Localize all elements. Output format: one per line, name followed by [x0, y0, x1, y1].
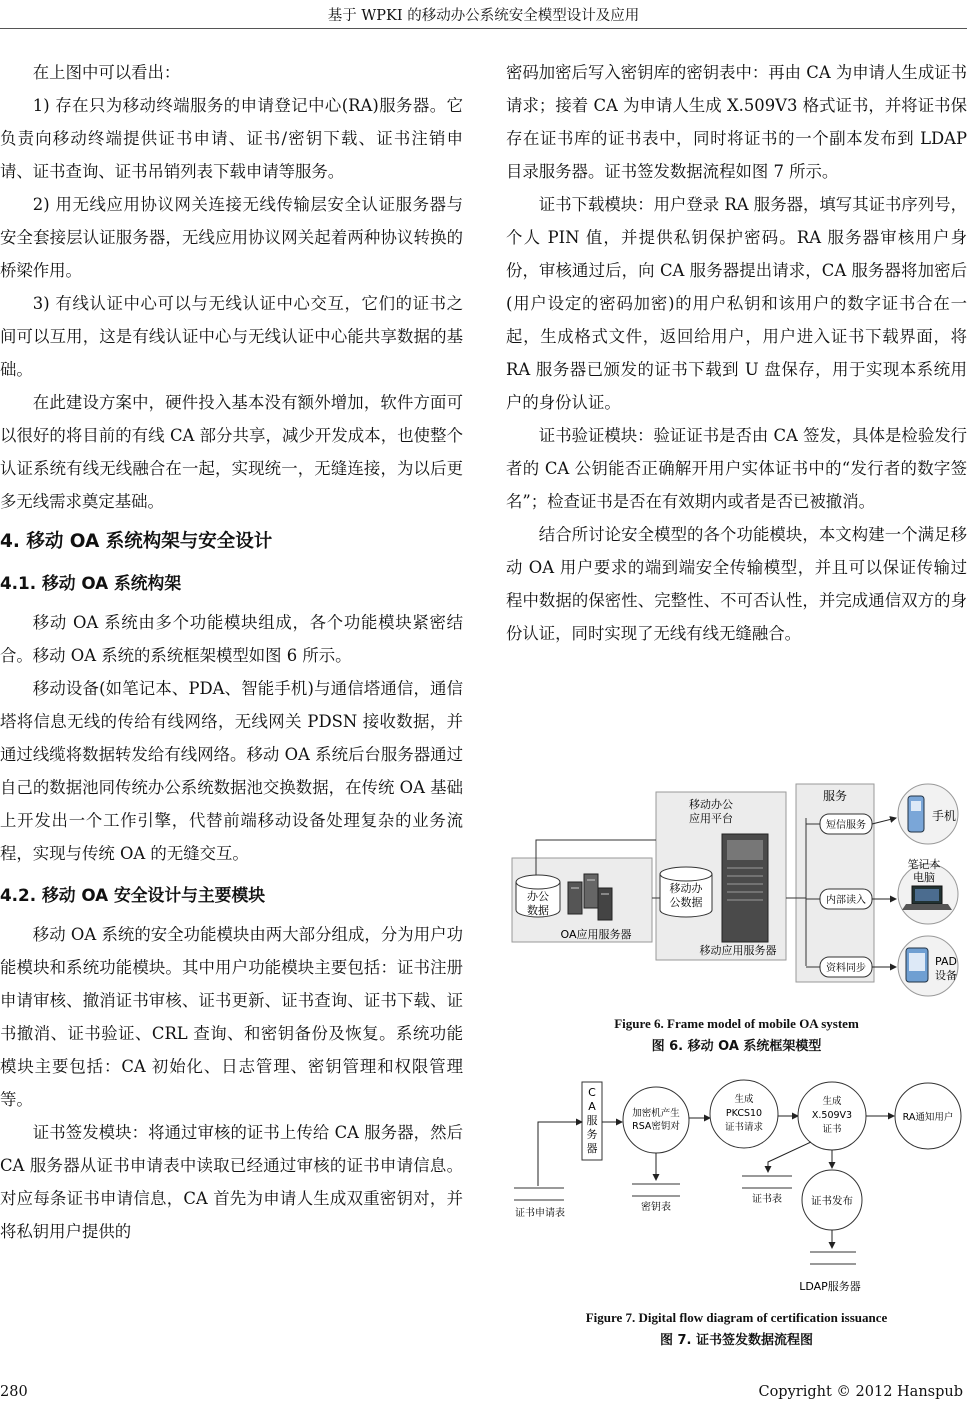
running-header: 基于 WPKI 的移动办公系统安全模型设计及应用: [327, 8, 640, 24]
device-laptop-label-2: 电脑: [913, 871, 935, 884]
subsection-heading: 4.2. 移动 OA 安全设计与主要模块: [0, 885, 266, 905]
node-keygen-label-2: RSA密钥对: [632, 1121, 680, 1132]
figure7-diagram: [506, 1072, 967, 1306]
node-ra-notify-label: RA通知用户: [902, 1112, 954, 1123]
right-column: [506, 56, 967, 650]
ca-char: 服: [586, 1114, 598, 1127]
paragraph: 移动 OA 系统的安全功能模块由两大部分组成，分为用户功能模块和系统功能模块。其中用户功能模块主要包括：证书注册申请审核、撤消证书审核、证书更新、证书查询、证书下载、证书撤消、证书验证、CRL 查询、和密钥备份及恢复。系统功能模块主要包括：CA 初始化、日志管理、密钥管理和权限管理等。: [0, 925, 463, 1109]
ca-char: 器: [586, 1142, 598, 1155]
paragraph: 3) 有线认证中心可以与无线认证中心交互，它们的证书之间可以互用，这是有线认证中心与无线认证中心能共享数据的基础。: [0, 294, 463, 379]
figure7-caption-zh: 图 7. 证书签发数据流程图: [659, 1333, 814, 1348]
device-pad-label-2: 设备: [935, 969, 957, 982]
figure6-caption-zh: 图 6. 移动 OA 系统框架模型: [651, 1039, 822, 1054]
node-x509-label-3: 证书: [822, 1124, 842, 1135]
store-cert-request: 证书申请表: [515, 1208, 565, 1219]
phone-icon: [908, 796, 924, 832]
service-sync-label: 资料同步: [826, 963, 866, 974]
device-laptop-label-1: 笔记本: [907, 858, 941, 871]
service-read-label: 内部读入: [826, 895, 866, 906]
section-heading: 4. 移动 OA 系统构架与安全设计: [0, 531, 273, 552]
oa-server-label: OA应用服务器: [560, 928, 632, 941]
paragraph: 结合所讨论安全模型的各个功能模块，本文构建一个满足移动 OA 用户要求的端到端安全传输模型，并且可以保证传输过程中数据的保密性、完整性、不可否认性，并完成通信双方的身份认证，同时实现了无线有线无缝融合。: [506, 525, 967, 643]
paragraph: 在此建设方案中，硬件投入基本没有额外增加，软件方面可以很好的将目前的有线 CA 部分共享，减少开发成本，也使整个认证系统有线无线融合在一起，实现统一，无缝连接，为以后更多无线需求奠定基础。: [0, 393, 463, 511]
subsection-heading: 4.1. 移动 OA 系统构架: [0, 573, 182, 593]
device-pad-label-1: PAD: [935, 955, 957, 968]
connector-line: [768, 1142, 811, 1172]
header-rule: [0, 28, 967, 29]
copyright: Copyright © 2012 Hanspub: [758, 1384, 963, 1400]
paragraph: 移动设备(如笔记本、PDA、智能手机)与通信塔通信，通信塔将信息无线的传给有线网络，无线网关 PDSN 接收数据，并通过线缆将数据转发给有线网络。移动 OA 系统后台服务器通过自己的数据池同传统办公系统数据池交换数据，在传统 OA 基础上开发出一个工作引擎，代替前端移动设备处理复杂的业务流程，实现与传统 OA 的无缝交互。: [0, 679, 463, 863]
ca-char: 务: [586, 1128, 598, 1141]
mobile-platform-label-1: 移动办公: [689, 798, 733, 811]
node-keygen-label-1: 加密机产生: [632, 1108, 680, 1119]
paragraph: 证书验证模块：验证证书是否由 CA 签发，具体是检验发行者的 CA 公钥能否正确解开用户实体证书中的“发行者的数字签名”；检查证书是否在有效期内或者是否已被撤消。: [506, 426, 967, 511]
figure6-caption-en: Figure 6. Frame model of mobile OA system: [614, 1016, 859, 1031]
ca-char: C: [588, 1086, 596, 1099]
arrow: [872, 818, 896, 824]
paragraph: 密码加密后写入密钥库的密钥表中：再由 CA 为申请人生成证书请求；接着 CA 为申请人生成 X.509V3 格式证书，并将证书保存在证书库的证书表中，同时将证书的一个副本发布到 LDAP 目录服务器。证书签发数据流程如图 7 所示。: [506, 63, 967, 181]
paragraph: 2) 用无线应用协议网关连接无线传输层安全认证服务器与安全套接层认证服务器，无线应用协议网关起着两种协议转换的桥梁作用。: [0, 195, 463, 280]
connector-line: [538, 1122, 582, 1186]
left-column: [0, 56, 463, 1248]
store-key-table: 密钥表: [641, 1202, 671, 1213]
device-phone-label: 手机: [931, 809, 957, 823]
paragraph: 证书签发模块：将通过审核的证书上传给 CA 服务器，然后 CA 服务器从证书申请表中读取已经通过审核的证书申请信息。对应每条证书申请信息，CA 首先为申请人生成双重密钥对，并将私钥用户提供的: [0, 1123, 463, 1241]
ca-char: A: [588, 1100, 596, 1113]
node-keygen: [623, 1087, 689, 1153]
figure6-diagram: [506, 778, 967, 1014]
mobile-server-label: 移动应用服务器: [699, 944, 777, 957]
node-x509-label-1: 生成: [822, 1096, 842, 1107]
mobile-server-icon: [722, 834, 768, 942]
node-pkcs10-label-2: PKCS10: [725, 1108, 763, 1119]
store-ldap: LDAP服务器: [799, 1280, 861, 1293]
mobile-db-label-2: 公数据: [669, 896, 703, 909]
pad-icon: [906, 948, 928, 982]
paragraph: 在上图中可以看出：: [32, 63, 181, 82]
node-x509-label-2: X.509V3: [811, 1110, 853, 1121]
services-title: 服务: [822, 789, 848, 803]
paragraph: 1) 存在只为移动终端服务的申请登记中心(RA)服务器。它负责向移动终端提供证书申请、证书/密钥下载、证书注销申请、证书查询、证书吊销列表下载申请等服务。: [0, 96, 463, 181]
figure7-caption-en: Figure 7. Digital flow diagram of certification issuance: [585, 1310, 888, 1325]
page-number: 280: [0, 1384, 28, 1400]
oa-db-label-2: 数据: [527, 904, 549, 917]
service-sms-label: 短信服务: [826, 820, 866, 831]
oa-db-label-1: 办公: [527, 890, 549, 903]
paragraph: 证书下载模块：用户登录 RA 服务器，填写其证书序列号，个人 PIN 值，并提供私钥保护密码。RA 服务器审核用户身份，审核通过后，向 CA 服务器提出请求，CA 服务器将加密后(用户设定的密码加密)的用户私钥和该用户的数字证书合在一起，生成格式文件，返回给用户，用户进入证书下载界面，将 RA 服务器已颁发的证书下载到 U 盘保存，用于实现本系统用户的身份认证。: [506, 195, 967, 412]
store-cert-table: 证书表: [752, 1194, 782, 1205]
mobile-platform-label-2: 应用平台: [689, 812, 733, 825]
mobile-db-label-1: 移动办: [669, 882, 703, 895]
node-cert-publish-label: 证书发布: [811, 1195, 853, 1207]
paragraph: 移动 OA 系统由多个功能模块组成，各个功能模块紧密结合。移动 OA 系统的系统框架模型如图 6 所示。: [0, 613, 463, 665]
node-pkcs10-label-1: 生成: [734, 1094, 754, 1105]
node-pkcs10-label-3: 证书请求: [724, 1122, 764, 1133]
